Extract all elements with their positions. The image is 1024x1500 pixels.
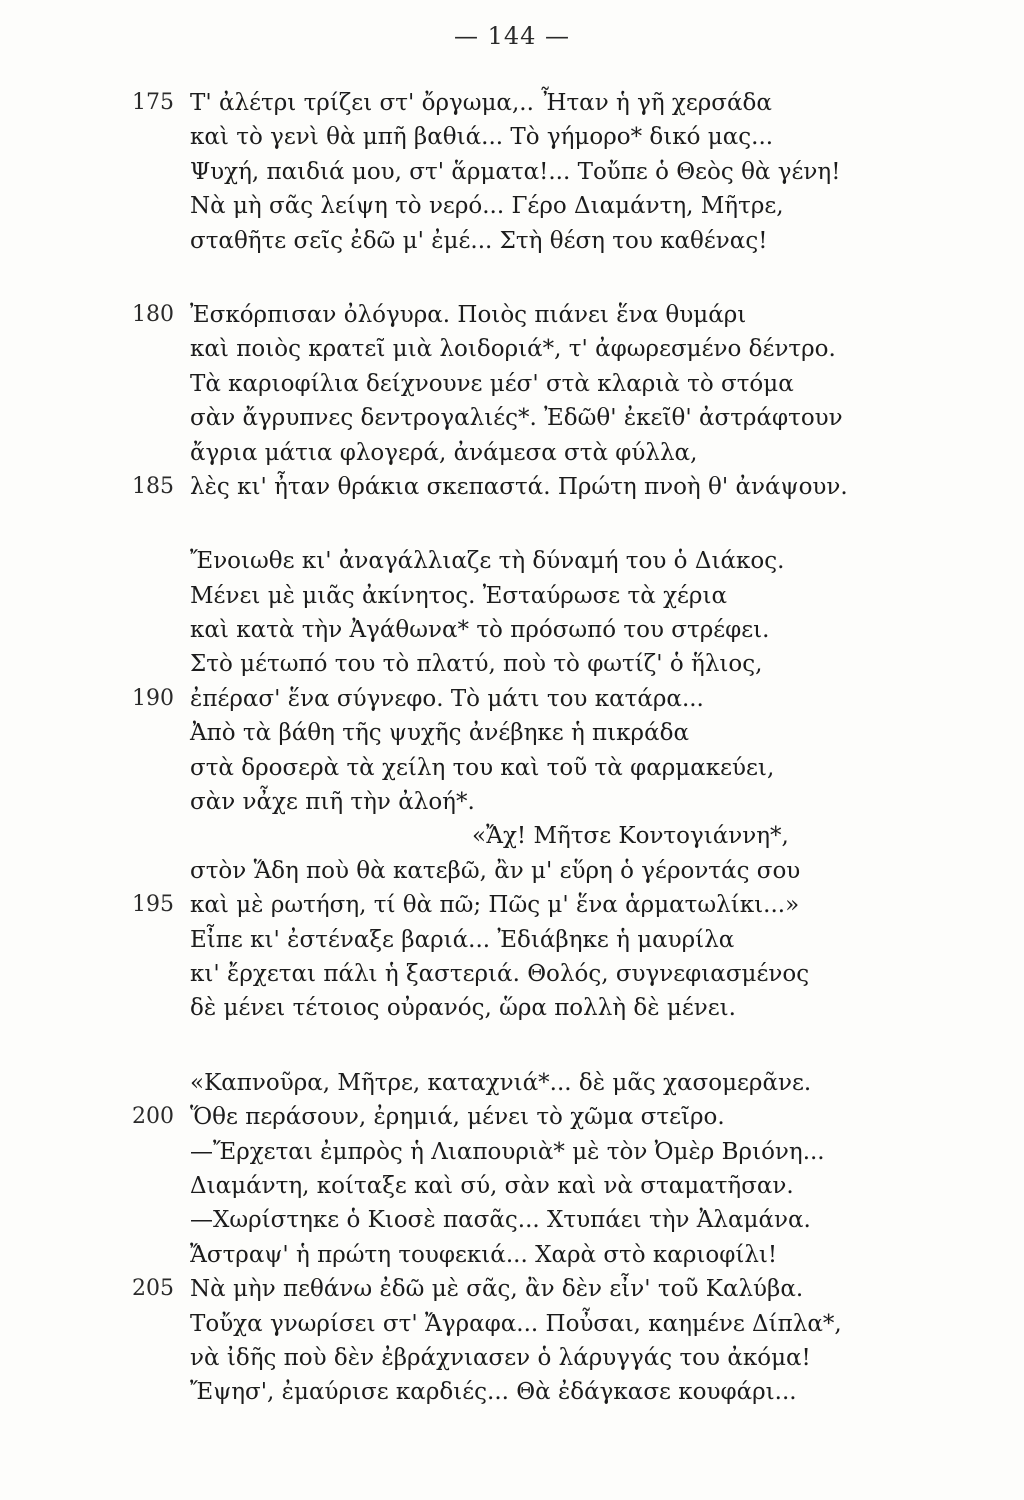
- verse-text: Νὰ μὴ σᾶς λείψη τὸ νερό... Γέρο Διαμάντη, Μῆτρε,: [190, 193, 784, 220]
- verse-text: Ὅθε περάσουν, ἐρημιά, μένει τὸ χῶμα στεῖρο.: [190, 1104, 725, 1131]
- line-number: 195: [132, 892, 174, 918]
- stanza: [132, 1066, 872, 1410]
- verse-line: [132, 957, 872, 991]
- verse-text: Τοὔχα γνωρίσει στ' Ἄγραφα... Ποὖσαι, καημένε Δίπλα*,: [190, 1310, 842, 1337]
- verse-text: Τ' ἀλέτρι τρίζει στ' ὄργωμα,.. Ἦταν ἡ γῆ χερσάδα: [190, 90, 772, 116]
- verse-line: [132, 155, 872, 189]
- verse-text: Ἔψησ', ἐμαύρισε καρδιές... Θὰ ἐδάγκασε κουφάρι...: [190, 1379, 797, 1406]
- poem-body: [132, 86, 872, 1450]
- line-number: 175: [132, 90, 174, 115]
- verse-text: καὶ μὲ ρωτήση, τί θὰ πῶ; Πῶς μ' ἕνα ἁρματωλίκι...»: [190, 892, 800, 919]
- verse-text: Νὰ μὴν πεθάνω ἐδῶ μὲ σᾶς, ἂν δὲν εἶν' τοῦ Καλύβα.: [190, 1276, 804, 1303]
- verse-line: [132, 819, 872, 853]
- verse-text: λὲς κι' ἦταν θράκια σκεπαστά. Πρώτη πνοὴ θ' ἀνάψουν.: [190, 473, 848, 500]
- verse-line: [132, 1272, 872, 1306]
- verse-line: [132, 1238, 872, 1272]
- verse-line: [132, 332, 872, 366]
- verse-line: [132, 120, 872, 154]
- verse-text: Τὰ καριοφίλια δείχνουνε μέσ' στὰ κλαριὰ τὸ στόμα: [190, 370, 794, 397]
- verse-text: Ἐσκόρπισαν ὀλόγυρα. Ποιὸς πιάνει ἕνα θυμάρι: [190, 301, 747, 328]
- verse-line: [132, 401, 872, 435]
- verse-line: [132, 298, 872, 332]
- verse-text: Ἄστραψ' ἡ πρώτη τουφεκιά... Χαρὰ στὸ καριοφίλι!: [190, 1241, 778, 1268]
- stanza: [132, 298, 872, 504]
- line-number: 200: [132, 1104, 174, 1130]
- verse-text: Διαμάντη, κοίταξε καὶ σύ, σὰν καὶ νὰ σταματῆσαν.: [190, 1172, 794, 1199]
- verse-text: στὸν Ἅδη ποὺ θὰ κατεβῶ, ἂν μ' εὕρη ὁ γέροντάς σου: [190, 857, 801, 884]
- verse-text: «Ἄχ! Μῆτσε Κοντογιάννη*,: [472, 823, 789, 850]
- verse-text: ἐπέρασ' ἕνα σύγνεφο. Τὸ μάτι του κατάρα...: [190, 685, 704, 712]
- verse-line: [132, 716, 872, 750]
- verse-text: καὶ κατὰ τὴν Ἀγάθωνα* τὸ πρόσωπό του στρέφει.: [190, 617, 770, 644]
- verse-text: ἄγρια μάτια φλογερά, ἀνάμεσα στὰ φύλλα,: [190, 439, 698, 466]
- stanza: [132, 86, 872, 258]
- verse-text: —Χωρίστηκε ὁ Κιοσὲ πασᾶς... Χτυπάει τὴν Ἀλαμάνα.: [190, 1207, 811, 1234]
- verse-line: [132, 751, 872, 785]
- line-number: 190: [132, 685, 174, 711]
- verse-text: Ἔνοιωθε κι' ἀναγάλλιαζε τὴ δύναμή του ὁ Διάκος.: [190, 548, 785, 575]
- verse-text: Μένει μὲ μιᾶς ἀκίνητος. Ἐσταύρωσε τὰ χέρια: [190, 582, 727, 609]
- verse-text: καὶ ποιὸς κρατεῖ μιὰ λοιδοριά*, τ' ἀφωρεσμένο δέντρο.: [190, 336, 836, 363]
- verse-line: [132, 189, 872, 223]
- verse-text: Ψυχή, παιδιά μου, στ' ἅρματα!... Τοὔπε ὁ Θεὸς θὰ γένη!: [190, 158, 841, 185]
- verse-text: σὰν ἄγρυπνες δεντρογαλιές*. Ἐδῶθ' ἐκεῖθ' ἀστράφτουν: [190, 405, 843, 432]
- verse-line: [132, 1203, 872, 1237]
- verse-text: Εἶπε κι' ἐστέναξε βαριά... Ἐδιάβηκε ἡ μαυρίλα: [190, 926, 735, 953]
- verse-line: [132, 888, 872, 922]
- verse-line: [132, 1341, 872, 1375]
- verse-line: [132, 1066, 872, 1100]
- line-number: 185: [132, 473, 174, 499]
- verse-text: καὶ τὸ γενὶ θὰ μπῆ βαθιά... Τὸ γήμορο* δικό μας...: [190, 124, 774, 151]
- verse-line: [132, 1375, 872, 1409]
- verse-text: σὰν νἆχε πιῆ τὴν ἀλοή*.: [190, 789, 475, 816]
- verse-text: νὰ ἰδῆς ποὺ δὲν ἐβράχνιασεν ὁ λάρυγγάς του ἀκόμα!: [190, 1344, 811, 1371]
- verse-line: [132, 470, 872, 504]
- verse-text: σταθῆτε σεῖς ἐδῶ μ' ἐμέ... Στὴ θέση του καθένας!: [190, 227, 768, 254]
- page-number: — 144 —: [453, 22, 571, 50]
- verse-text: κι' ἔρχεται πάλι ἡ ξαστεριά. Θολός, συγνεφιασμένος: [190, 960, 810, 987]
- stanza: [132, 544, 872, 1025]
- line-number: 180: [132, 301, 174, 327]
- line-number: 205: [132, 1276, 174, 1302]
- verse-line: [132, 579, 872, 613]
- verse-line: [132, 544, 872, 578]
- verse-line: [132, 86, 872, 120]
- verse-text: Στὸ μέτωπό του τὸ πλατύ, ποὺ τὸ φωτίζ' ὁ ἥλιος,: [190, 651, 763, 678]
- verse-line: [132, 854, 872, 888]
- verse-line: [132, 647, 872, 681]
- verse-text: στὰ δροσερὰ τὰ χείλη του καὶ τοῦ τὰ φαρμακεύει,: [190, 754, 775, 781]
- verse-text: —Ἔρχεται ἐμπρὸς ἡ Λιαπουριὰ* μὲ τὸν Ὀμὲρ Βριόνη...: [190, 1138, 825, 1165]
- verse-text: «Καπνοῦρα, Μῆτρε, καταχνιά*... δὲ μᾶς χασομερᾶνε.: [190, 1069, 812, 1096]
- verse-text: Ἀπὸ τὰ βάθη τῆς ψυχῆς ἀνέβηκε ἡ πικράδα: [190, 720, 689, 747]
- verse-line: [132, 785, 872, 819]
- verse-line: [132, 1307, 872, 1341]
- verse-line: [132, 613, 872, 647]
- verse-text: δὲ μένει τέτοιος οὐρανός, ὥρα πολλὴ δὲ μένει.: [190, 995, 736, 1022]
- verse-line: [132, 923, 872, 957]
- verse-line: [132, 682, 872, 716]
- verse-line: [132, 224, 872, 258]
- verse-line: [132, 436, 872, 470]
- verse-line: [132, 367, 872, 401]
- verse-line: [132, 1100, 872, 1134]
- verse-line: [132, 1169, 872, 1203]
- verse-line: [132, 991, 872, 1025]
- verse-line: [132, 1135, 872, 1169]
